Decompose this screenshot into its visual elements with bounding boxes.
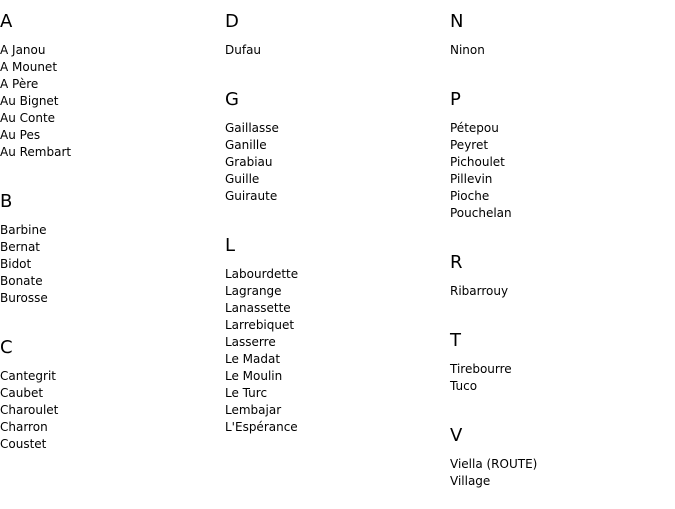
street-list-v	[450, 447, 670, 509]
street-link[interactable]: Pétepou	[450, 121, 499, 135]
street-link[interactable]: Bidot	[0, 257, 32, 271]
street-list-a	[0, 33, 220, 180]
section-letter-g: G	[225, 89, 239, 110]
street-link[interactable]: Bonate	[0, 274, 43, 288]
street-link[interactable]: Le Moulin	[225, 369, 283, 383]
section-letter-a: A	[0, 11, 13, 32]
section-letter-l: L	[225, 235, 236, 256]
index-column-2	[225, 0, 445, 455]
street-link[interactable]: Ninon	[450, 43, 485, 57]
street-link[interactable]: Coustet	[0, 437, 47, 451]
letter-group-c	[0, 326, 220, 472]
letter-group-b	[0, 180, 220, 326]
section-letter-c: C	[0, 337, 13, 358]
street-list-g	[225, 111, 445, 224]
street-link[interactable]: L'Espérance	[225, 420, 298, 434]
street-link[interactable]: A Mounet	[0, 60, 58, 74]
section-letter-p: P	[450, 89, 461, 110]
street-link[interactable]: Dufau	[225, 43, 262, 57]
street-list-r	[450, 274, 670, 319]
street-link[interactable]: Pouchelan	[450, 206, 512, 220]
street-link[interactable]: Cantegrit	[0, 369, 57, 383]
street-link[interactable]: Le Turc	[225, 386, 268, 400]
street-link[interactable]: Labourdette	[225, 267, 299, 281]
street-link[interactable]: Au Conte	[0, 111, 56, 125]
street-link[interactable]: Lagrange	[225, 284, 282, 298]
street-link[interactable]: A Janou	[0, 43, 46, 57]
street-link[interactable]: Ribarrouy	[450, 284, 509, 298]
letter-group-r	[450, 241, 670, 319]
index-column-3	[450, 0, 670, 509]
street-list-d	[225, 33, 445, 78]
street-link[interactable]: Guille	[225, 172, 260, 186]
letter-group-d	[225, 0, 445, 78]
section-letter-r: R	[450, 252, 463, 273]
street-link[interactable]: Larrebiquet	[225, 318, 295, 332]
street-link[interactable]: Guiraute	[225, 189, 278, 203]
street-link[interactable]: Lasserre	[225, 335, 276, 349]
street-link[interactable]: Ganille	[225, 138, 267, 152]
letter-group-n	[450, 0, 670, 78]
section-letter-b: B	[0, 191, 13, 212]
street-link[interactable]: Grabiau	[225, 155, 273, 169]
letter-group-p	[450, 78, 670, 241]
street-link[interactable]: Charoulet	[0, 403, 59, 417]
street-list-p	[450, 111, 670, 241]
street-link[interactable]: Tuco	[450, 379, 478, 393]
street-link[interactable]: Charron	[0, 420, 48, 434]
letter-group-l	[225, 224, 445, 455]
street-link[interactable]: Au Bignet	[0, 94, 59, 108]
street-list-n	[450, 33, 670, 78]
street-link[interactable]: Barbine	[0, 223, 47, 237]
street-link[interactable]: Au Pes	[0, 128, 41, 142]
street-link[interactable]: Pillevin	[450, 172, 493, 186]
street-link[interactable]: Burosse	[0, 291, 48, 305]
letter-group-g	[225, 78, 445, 224]
street-list-l	[225, 257, 445, 455]
street-link[interactable]: Peyret	[450, 138, 489, 152]
section-letter-n: N	[450, 11, 464, 32]
street-link[interactable]: Viella (ROUTE)	[450, 457, 538, 471]
section-letter-t: T	[450, 330, 461, 351]
street-link[interactable]: Au Rembart	[0, 145, 72, 159]
index-column-1	[0, 0, 220, 472]
street-link[interactable]: Le Madat	[225, 352, 281, 366]
street-list-b	[0, 213, 220, 326]
street-link[interactable]: Pioche	[450, 189, 490, 203]
letter-group-a	[0, 0, 220, 180]
section-letter-d: D	[225, 11, 239, 32]
street-link[interactable]: Pichoulet	[450, 155, 505, 169]
street-list-c	[0, 359, 220, 472]
street-link[interactable]: Gaillasse	[225, 121, 279, 135]
section-letter-v: V	[450, 425, 463, 446]
street-link[interactable]: A Père	[0, 77, 39, 91]
street-link[interactable]: Lanassette	[225, 301, 291, 315]
street-link[interactable]: Caubet	[0, 386, 44, 400]
street-link[interactable]: Bernat	[0, 240, 41, 254]
street-link[interactable]: Tirebourre	[450, 362, 512, 376]
letter-group-v	[450, 414, 670, 509]
letter-group-t	[450, 319, 670, 414]
street-link[interactable]: Village	[450, 474, 491, 488]
street-list-t	[450, 352, 670, 414]
street-link[interactable]: Lembajar	[225, 403, 282, 417]
